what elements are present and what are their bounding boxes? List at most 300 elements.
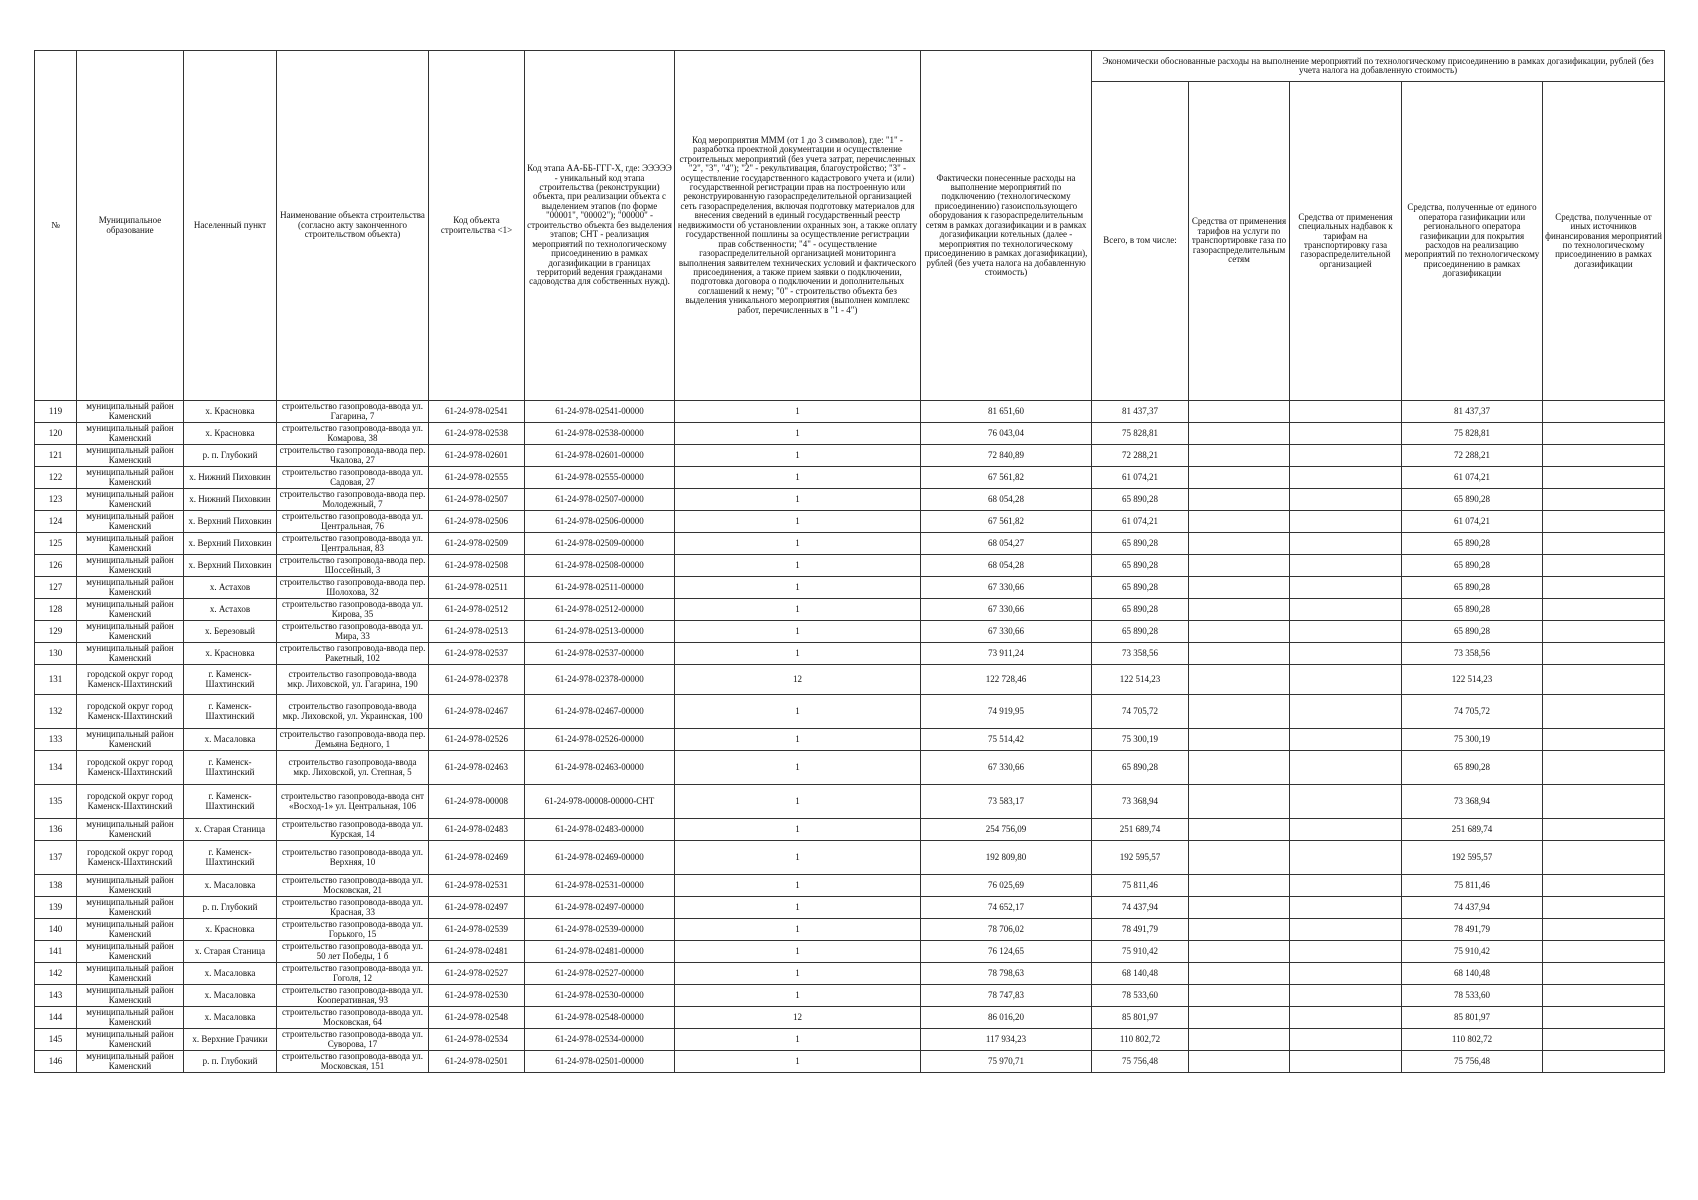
operator-funds-cell: 122 514,23 bbox=[1402, 665, 1543, 695]
tariffs-cell bbox=[1189, 729, 1290, 751]
event-code-cell: 12 bbox=[675, 665, 921, 695]
operator-funds-cell: 65 890,28 bbox=[1402, 751, 1543, 785]
table-row bbox=[35, 751, 1665, 785]
object-code-cell: 61-24-978-02509 bbox=[429, 533, 525, 555]
object-name-cell: строительство газопровода-ввода ул. Курская, 14 bbox=[277, 819, 429, 841]
stage-code-cell: 61-24-978-02539-00000 bbox=[525, 919, 675, 941]
event-code-cell: 1 bbox=[675, 751, 921, 785]
operator-funds-cell: 68 140,48 bbox=[1402, 963, 1543, 985]
operator-funds-cell: 65 890,28 bbox=[1402, 621, 1543, 643]
surcharges-cell bbox=[1290, 643, 1402, 665]
other-funds-cell bbox=[1543, 445, 1665, 467]
stage-code-cell: 61-24-978-02541-00000 bbox=[525, 401, 675, 423]
tariffs-cell bbox=[1189, 941, 1290, 963]
actual-expenses-cell: 67 330,66 bbox=[921, 577, 1092, 599]
table-row bbox=[35, 445, 1665, 467]
municipality-cell: муниципальный район Каменский bbox=[77, 555, 184, 577]
object-name-cell: строительство газопровода-ввода ул. Гагарина, 7 bbox=[277, 401, 429, 423]
table-row bbox=[35, 467, 1665, 489]
actual-expenses-cell: 67 561,82 bbox=[921, 467, 1092, 489]
settlement-cell: х. Верхний Пиховкин bbox=[184, 533, 277, 555]
actual-expenses-cell: 76 025,69 bbox=[921, 875, 1092, 897]
event-code-cell: 1 bbox=[675, 963, 921, 985]
table-row bbox=[35, 423, 1665, 445]
other-funds-cell bbox=[1543, 511, 1665, 533]
stage-code-cell: 61-24-978-02548-00000 bbox=[525, 1007, 675, 1029]
municipality-cell: муниципальный район Каменский bbox=[77, 897, 184, 919]
municipality-cell: муниципальный район Каменский bbox=[77, 621, 184, 643]
row-number: 139 bbox=[35, 897, 77, 919]
header-num: № bbox=[35, 51, 77, 401]
operator-funds-cell: 75 910,42 bbox=[1402, 941, 1543, 963]
object-name-cell: строительство газопровода-ввода снт «Восход-1» ул. Центральная, 106 bbox=[277, 785, 429, 819]
municipality-cell: муниципальный район Каменский bbox=[77, 941, 184, 963]
object-name-cell: строительство газопровода-ввода ул. Садовая, 27 bbox=[277, 467, 429, 489]
tariffs-cell bbox=[1189, 1029, 1290, 1051]
total-cell: 122 514,23 bbox=[1092, 665, 1189, 695]
table-row bbox=[35, 875, 1665, 897]
surcharges-cell bbox=[1290, 555, 1402, 577]
header-settlement: Населенный пункт bbox=[184, 51, 277, 401]
municipality-cell: муниципальный район Каменский bbox=[77, 643, 184, 665]
header-total: Всего, в том числе: bbox=[1092, 82, 1189, 401]
actual-expenses-cell: 122 728,46 bbox=[921, 665, 1092, 695]
operator-funds-cell: 74 705,72 bbox=[1402, 695, 1543, 729]
stage-code-cell: 61-24-978-02513-00000 bbox=[525, 621, 675, 643]
tariffs-cell bbox=[1189, 751, 1290, 785]
other-funds-cell bbox=[1543, 423, 1665, 445]
tariffs-cell bbox=[1189, 1051, 1290, 1073]
municipality-cell: городской округ город Каменск-Шахтинский bbox=[77, 751, 184, 785]
event-code-cell: 1 bbox=[675, 695, 921, 729]
tariffs-cell bbox=[1189, 963, 1290, 985]
table-row bbox=[35, 511, 1665, 533]
surcharges-cell bbox=[1290, 599, 1402, 621]
operator-funds-cell: 251 689,74 bbox=[1402, 819, 1543, 841]
tariffs-cell bbox=[1189, 897, 1290, 919]
stage-code-cell: 61-24-978-02511-00000 bbox=[525, 577, 675, 599]
row-number: 135 bbox=[35, 785, 77, 819]
object-code-cell: 61-24-978-02506 bbox=[429, 511, 525, 533]
other-funds-cell bbox=[1543, 963, 1665, 985]
total-cell: 81 437,37 bbox=[1092, 401, 1189, 423]
row-number: 144 bbox=[35, 1007, 77, 1029]
other-funds-cell bbox=[1543, 599, 1665, 621]
total-cell: 74 437,94 bbox=[1092, 897, 1189, 919]
row-number: 133 bbox=[35, 729, 77, 751]
operator-funds-cell: 75 300,19 bbox=[1402, 729, 1543, 751]
surcharges-cell bbox=[1290, 919, 1402, 941]
total-cell: 65 890,28 bbox=[1092, 555, 1189, 577]
table-row bbox=[35, 729, 1665, 751]
other-funds-cell bbox=[1543, 751, 1665, 785]
municipality-cell: муниципальный район Каменский bbox=[77, 963, 184, 985]
other-funds-cell bbox=[1543, 621, 1665, 643]
settlement-cell: х. Верхний Пиховкин bbox=[184, 511, 277, 533]
event-code-cell: 1 bbox=[675, 875, 921, 897]
object-code-cell: 61-24-978-02539 bbox=[429, 919, 525, 941]
tariffs-cell bbox=[1189, 643, 1290, 665]
operator-funds-cell: 65 890,28 bbox=[1402, 555, 1543, 577]
event-code-cell: 1 bbox=[675, 841, 921, 875]
settlement-cell: х. Красновка bbox=[184, 643, 277, 665]
header-stage-code: Код этапа АА-ББ-ГГГ-Х, где: ЭЭЭЭЭ - уникальный код этапа строительства (реконструкции) объекта, при реализации объекта с выделением этапов (по форме "00001", "00002"); "00000" - строительство объекта без выделения этапов; СНТ - реализация мероприятий по технологическому присоединению в рамках догазификации в границах территорий ведения гражданами садоводства для собственных нужд). bbox=[525, 51, 675, 401]
stage-code-cell: 61-24-978-00008-00000-СНТ bbox=[525, 785, 675, 819]
operator-funds-cell: 72 288,21 bbox=[1402, 445, 1543, 467]
stage-code-cell: 61-24-978-02509-00000 bbox=[525, 533, 675, 555]
event-code-cell: 1 bbox=[675, 897, 921, 919]
actual-expenses-cell: 68 054,27 bbox=[921, 533, 1092, 555]
operator-funds-cell: 78 491,79 bbox=[1402, 919, 1543, 941]
surcharges-cell bbox=[1290, 1029, 1402, 1051]
municipality-cell: муниципальный район Каменский bbox=[77, 919, 184, 941]
surcharges-cell bbox=[1290, 489, 1402, 511]
stage-code-cell: 61-24-978-02508-00000 bbox=[525, 555, 675, 577]
stage-code-cell: 61-24-978-02526-00000 bbox=[525, 729, 675, 751]
table-row bbox=[35, 489, 1665, 511]
event-code-cell: 1 bbox=[675, 555, 921, 577]
other-funds-cell bbox=[1543, 1007, 1665, 1029]
actual-expenses-cell: 67 561,82 bbox=[921, 511, 1092, 533]
object-code-cell: 61-24-978-02512 bbox=[429, 599, 525, 621]
other-funds-cell bbox=[1543, 875, 1665, 897]
row-number: 143 bbox=[35, 985, 77, 1007]
actual-expenses-cell: 73 911,24 bbox=[921, 643, 1092, 665]
municipality-cell: муниципальный район Каменский bbox=[77, 533, 184, 555]
event-code-cell: 1 bbox=[675, 621, 921, 643]
settlement-cell: х. Нижний Пиховкин bbox=[184, 467, 277, 489]
other-funds-cell bbox=[1543, 533, 1665, 555]
table-body bbox=[35, 401, 1665, 1073]
object-name-cell: строительство газопровода-ввода пер. Чкалова, 27 bbox=[277, 445, 429, 467]
table-row bbox=[35, 643, 1665, 665]
tariffs-cell bbox=[1189, 621, 1290, 643]
actual-expenses-cell: 76 124,65 bbox=[921, 941, 1092, 963]
settlement-cell: г. Каменск-Шахтинский bbox=[184, 841, 277, 875]
tariffs-cell bbox=[1189, 785, 1290, 819]
total-cell: 75 300,19 bbox=[1092, 729, 1189, 751]
object-name-cell: строительство газопровода-ввода пер. Шоссейный, 3 bbox=[277, 555, 429, 577]
other-funds-cell bbox=[1543, 489, 1665, 511]
settlement-cell: г. Каменск-Шахтинский bbox=[184, 695, 277, 729]
header-surcharges: Средства от применения специальных надбавок к тарифам на транспортировку газа газораспределительной организацией bbox=[1290, 82, 1402, 401]
row-number: 141 bbox=[35, 941, 77, 963]
row-number: 125 bbox=[35, 533, 77, 555]
table-row bbox=[35, 819, 1665, 841]
tariffs-cell bbox=[1189, 599, 1290, 621]
object-name-cell: строительство газопровода-ввода ул. 50 лет Победы, 1 б bbox=[277, 941, 429, 963]
surcharges-cell bbox=[1290, 897, 1402, 919]
row-number: 132 bbox=[35, 695, 77, 729]
other-funds-cell bbox=[1543, 919, 1665, 941]
municipality-cell: городской округ город Каменск-Шахтинский bbox=[77, 665, 184, 695]
event-code-cell: 1 bbox=[675, 785, 921, 819]
row-number: 131 bbox=[35, 665, 77, 695]
table-row bbox=[35, 1029, 1665, 1051]
surcharges-cell bbox=[1290, 467, 1402, 489]
event-code-cell: 1 bbox=[675, 467, 921, 489]
row-number: 140 bbox=[35, 919, 77, 941]
total-cell: 65 890,28 bbox=[1092, 577, 1189, 599]
operator-funds-cell: 73 368,94 bbox=[1402, 785, 1543, 819]
total-cell: 65 890,28 bbox=[1092, 621, 1189, 643]
table-row bbox=[35, 1051, 1665, 1073]
tariffs-cell bbox=[1189, 875, 1290, 897]
header-object-name: Наименование объекта строительства (согласно акту законченного строительством объекта) bbox=[277, 51, 429, 401]
settlement-cell: р. п. Глубокий bbox=[184, 897, 277, 919]
total-cell: 85 801,97 bbox=[1092, 1007, 1189, 1029]
total-cell: 78 491,79 bbox=[1092, 919, 1189, 941]
stage-code-cell: 61-24-978-02537-00000 bbox=[525, 643, 675, 665]
municipality-cell: муниципальный район Каменский bbox=[77, 985, 184, 1007]
other-funds-cell bbox=[1543, 665, 1665, 695]
table-row bbox=[35, 963, 1665, 985]
row-number: 119 bbox=[35, 401, 77, 423]
operator-funds-cell: 74 437,94 bbox=[1402, 897, 1543, 919]
other-funds-cell bbox=[1543, 555, 1665, 577]
object-name-cell: строительство газопровода-ввода ул. Московская, 21 bbox=[277, 875, 429, 897]
header-group-title: Экономически обоснованные расходы на выполнение мероприятий по технологическому присоединению в рамках догазификации, рублей (без учета налога на добавленную стоимость) bbox=[1092, 51, 1665, 82]
header-other-funds: Средства, полученные от иных источников финансирования мероприятий по технологическому присоединению в рамках догазификации bbox=[1543, 82, 1665, 401]
row-number: 128 bbox=[35, 599, 77, 621]
surcharges-cell bbox=[1290, 511, 1402, 533]
surcharges-cell bbox=[1290, 423, 1402, 445]
settlement-cell: х. Нижний Пиховкин bbox=[184, 489, 277, 511]
actual-expenses-cell: 117 934,23 bbox=[921, 1029, 1092, 1051]
total-cell: 68 140,48 bbox=[1092, 963, 1189, 985]
settlement-cell: р. п. Глубокий bbox=[184, 445, 277, 467]
object-code-cell: 61-24-978-02501 bbox=[429, 1051, 525, 1073]
municipality-cell: муниципальный район Каменский bbox=[77, 423, 184, 445]
event-code-cell: 1 bbox=[675, 819, 921, 841]
municipality-cell: муниципальный район Каменский bbox=[77, 729, 184, 751]
total-cell: 73 358,56 bbox=[1092, 643, 1189, 665]
table-row bbox=[35, 1007, 1665, 1029]
surcharges-cell bbox=[1290, 941, 1402, 963]
document-sheet bbox=[34, 50, 1665, 1073]
municipality-cell: муниципальный район Каменский bbox=[77, 1029, 184, 1051]
stage-code-cell: 61-24-978-02531-00000 bbox=[525, 875, 675, 897]
actual-expenses-cell: 72 840,89 bbox=[921, 445, 1092, 467]
object-code-cell: 61-24-978-02467 bbox=[429, 695, 525, 729]
municipality-cell: муниципальный район Каменский bbox=[77, 599, 184, 621]
stage-code-cell: 61-24-978-02378-00000 bbox=[525, 665, 675, 695]
table-row bbox=[35, 533, 1665, 555]
operator-funds-cell: 61 074,21 bbox=[1402, 511, 1543, 533]
object-name-cell: строительство газопровода-ввода ул. Центральная, 83 bbox=[277, 533, 429, 555]
surcharges-cell bbox=[1290, 401, 1402, 423]
row-number: 126 bbox=[35, 555, 77, 577]
event-code-cell: 1 bbox=[675, 489, 921, 511]
surcharges-cell bbox=[1290, 963, 1402, 985]
other-funds-cell bbox=[1543, 643, 1665, 665]
surcharges-cell bbox=[1290, 577, 1402, 599]
table-row bbox=[35, 577, 1665, 599]
row-number: 145 bbox=[35, 1029, 77, 1051]
stage-code-cell: 61-24-978-02506-00000 bbox=[525, 511, 675, 533]
operator-funds-cell: 65 890,28 bbox=[1402, 577, 1543, 599]
total-cell: 251 689,74 bbox=[1092, 819, 1189, 841]
header-object-code: Код объекта строительства <1> bbox=[429, 51, 525, 401]
object-name-cell: строительство газопровода-ввода пер. Ракетный, 102 bbox=[277, 643, 429, 665]
total-cell: 110 802,72 bbox=[1092, 1029, 1189, 1051]
stage-code-cell: 61-24-978-02527-00000 bbox=[525, 963, 675, 985]
tariffs-cell bbox=[1189, 511, 1290, 533]
tariffs-cell bbox=[1189, 841, 1290, 875]
object-name-cell: строительство газопровода-ввода ул. Красная, 33 bbox=[277, 897, 429, 919]
object-code-cell: 61-24-978-02378 bbox=[429, 665, 525, 695]
header-event-code: Код мероприятия МММ (от 1 до 3 символов), где: "1" - разработка проектной документации и осуществление строительных мероприятий (без учета затрат, перечисленных "2", "3", "4"); "2" - рекультивация, благоустройство; "3" - осуществление государственного кадастрового учета и (или) государственной регистрации прав на построенную или реконструированную газораспределительной организацией сеть газораспределения, включая подготовку материалов для внесения сведений в единый государственный реестр недвижимости об установлении охранных зон, а также оплату государственной пошлины за осуществление регистрации прав собственности; "4" - осуществление газораспределительной организацией мониторинга выполнения заявителем технических условий и фактического присоединения, а также прием заявки о подключении, подготовка договора о подключении и дополнительных соглашений к нему; "0" - строительство объекта без выделения уникального мероприятия (выполнен комплекс работ, перечисленных в "1 - 4") bbox=[675, 51, 921, 401]
total-cell: 75 910,42 bbox=[1092, 941, 1189, 963]
settlement-cell: х. Красновка bbox=[184, 423, 277, 445]
actual-expenses-cell: 75 970,71 bbox=[921, 1051, 1092, 1073]
object-code-cell: 61-24-978-02469 bbox=[429, 841, 525, 875]
stage-code-cell: 61-24-978-02538-00000 bbox=[525, 423, 675, 445]
header-operator-funds: Средства, полученные от единого оператора газификации или регионального оператора газификации для покрытия расходов на реализацию мероприятий по технологическому присоединению в рамках догазификации bbox=[1402, 82, 1543, 401]
operator-funds-cell: 75 828,81 bbox=[1402, 423, 1543, 445]
object-code-cell: 61-24-978-00008 bbox=[429, 785, 525, 819]
object-code-cell: 61-24-978-02497 bbox=[429, 897, 525, 919]
total-cell: 74 705,72 bbox=[1092, 695, 1189, 729]
actual-expenses-cell: 67 330,66 bbox=[921, 751, 1092, 785]
header-actual-expenses: Фактически понесенные расходы на выполнение мероприятий по подключению (технологическому присоединению) газоиспользующего оборудования к газораспределительным сетям в рамках догазификации и в рамках догазификации котельных (далее - мероприятия по технологическому присоединению в рамках догазификации), рублей (без учета налога на добавленную стоимость) bbox=[921, 51, 1092, 401]
other-funds-cell bbox=[1543, 985, 1665, 1007]
table-row bbox=[35, 897, 1665, 919]
event-code-cell: 1 bbox=[675, 577, 921, 599]
row-number: 138 bbox=[35, 875, 77, 897]
actual-expenses-cell: 74 919,95 bbox=[921, 695, 1092, 729]
table-row bbox=[35, 695, 1665, 729]
object-code-cell: 61-24-978-02463 bbox=[429, 751, 525, 785]
actual-expenses-cell: 78 747,83 bbox=[921, 985, 1092, 1007]
municipality-cell: муниципальный район Каменский bbox=[77, 577, 184, 599]
table-row bbox=[35, 919, 1665, 941]
stage-code-cell: 61-24-978-02469-00000 bbox=[525, 841, 675, 875]
object-code-cell: 61-24-978-02527 bbox=[429, 963, 525, 985]
surcharges-cell bbox=[1290, 695, 1402, 729]
row-number: 123 bbox=[35, 489, 77, 511]
table-row bbox=[35, 941, 1665, 963]
tariffs-cell bbox=[1189, 533, 1290, 555]
settlement-cell: х. Астахов bbox=[184, 599, 277, 621]
surcharges-cell bbox=[1290, 985, 1402, 1007]
object-code-cell: 61-24-978-02530 bbox=[429, 985, 525, 1007]
surcharges-cell bbox=[1290, 533, 1402, 555]
surcharges-cell bbox=[1290, 665, 1402, 695]
row-number: 134 bbox=[35, 751, 77, 785]
object-code-cell: 61-24-978-02601 bbox=[429, 445, 525, 467]
stage-code-cell: 61-24-978-02534-00000 bbox=[525, 1029, 675, 1051]
stage-code-cell: 61-24-978-02601-00000 bbox=[525, 445, 675, 467]
settlement-cell: х. Астахов bbox=[184, 577, 277, 599]
operator-funds-cell: 75 811,46 bbox=[1402, 875, 1543, 897]
total-cell: 65 890,28 bbox=[1092, 751, 1189, 785]
surcharges-cell bbox=[1290, 729, 1402, 751]
other-funds-cell bbox=[1543, 897, 1665, 919]
settlement-cell: х. Верхний Пиховкин bbox=[184, 555, 277, 577]
event-code-cell: 1 bbox=[675, 919, 921, 941]
expenses-table bbox=[34, 50, 1665, 1073]
total-cell: 61 074,21 bbox=[1092, 467, 1189, 489]
settlement-cell: х. Масаловка bbox=[184, 963, 277, 985]
settlement-cell: г. Каменск-Шахтинский bbox=[184, 785, 277, 819]
row-number: 137 bbox=[35, 841, 77, 875]
stage-code-cell: 61-24-978-02463-00000 bbox=[525, 751, 675, 785]
actual-expenses-cell: 67 330,66 bbox=[921, 599, 1092, 621]
actual-expenses-cell: 68 054,28 bbox=[921, 489, 1092, 511]
object-code-cell: 61-24-978-02534 bbox=[429, 1029, 525, 1051]
total-cell: 61 074,21 bbox=[1092, 511, 1189, 533]
actual-expenses-cell: 76 043,04 bbox=[921, 423, 1092, 445]
actual-expenses-cell: 67 330,66 bbox=[921, 621, 1092, 643]
stage-code-cell: 61-24-978-02467-00000 bbox=[525, 695, 675, 729]
municipality-cell: городской округ город Каменск-Шахтинский bbox=[77, 841, 184, 875]
total-cell: 75 828,81 bbox=[1092, 423, 1189, 445]
total-cell: 75 811,46 bbox=[1092, 875, 1189, 897]
stage-code-cell: 61-24-978-02483-00000 bbox=[525, 819, 675, 841]
surcharges-cell bbox=[1290, 841, 1402, 875]
object-name-cell: строительство газопровода-ввода пер. Демьяна Бедного, 1 bbox=[277, 729, 429, 751]
settlement-cell: х. Масаловка bbox=[184, 729, 277, 751]
event-code-cell: 1 bbox=[675, 511, 921, 533]
object-code-cell: 61-24-978-02555 bbox=[429, 467, 525, 489]
actual-expenses-cell: 254 756,09 bbox=[921, 819, 1092, 841]
stage-code-cell: 61-24-978-02512-00000 bbox=[525, 599, 675, 621]
settlement-cell: х. Верхние Грачики bbox=[184, 1029, 277, 1051]
table-row bbox=[35, 985, 1665, 1007]
event-code-cell: 1 bbox=[675, 1051, 921, 1073]
settlement-cell: х. Красновка bbox=[184, 919, 277, 941]
event-code-cell: 1 bbox=[675, 1029, 921, 1051]
object-name-cell: строительство газопровода-ввода ул. Комарова, 38 bbox=[277, 423, 429, 445]
operator-funds-cell: 65 890,28 bbox=[1402, 489, 1543, 511]
total-cell: 78 533,60 bbox=[1092, 985, 1189, 1007]
object-code-cell: 61-24-978-02537 bbox=[429, 643, 525, 665]
object-code-cell: 61-24-978-02541 bbox=[429, 401, 525, 423]
municipality-cell: городской округ город Каменск-Шахтинский bbox=[77, 785, 184, 819]
tariffs-cell bbox=[1189, 445, 1290, 467]
event-code-cell: 1 bbox=[675, 533, 921, 555]
object-code-cell: 61-24-978-02538 bbox=[429, 423, 525, 445]
settlement-cell: х. Старая Станица bbox=[184, 819, 277, 841]
table-header bbox=[35, 51, 1665, 401]
event-code-cell: 1 bbox=[675, 423, 921, 445]
tariffs-cell bbox=[1189, 695, 1290, 729]
tariffs-cell bbox=[1189, 467, 1290, 489]
settlement-cell: х. Масаловка bbox=[184, 875, 277, 897]
row-number: 129 bbox=[35, 621, 77, 643]
object-name-cell: строительство газопровода-ввода ул. Гоголя, 12 bbox=[277, 963, 429, 985]
row-number: 120 bbox=[35, 423, 77, 445]
table-row bbox=[35, 599, 1665, 621]
object-name-cell: строительство газопровода-ввода пер. Шолохова, 32 bbox=[277, 577, 429, 599]
stage-code-cell: 61-24-978-02507-00000 bbox=[525, 489, 675, 511]
object-code-cell: 61-24-978-02511 bbox=[429, 577, 525, 599]
stage-code-cell: 61-24-978-02481-00000 bbox=[525, 941, 675, 963]
other-funds-cell bbox=[1543, 1029, 1665, 1051]
other-funds-cell bbox=[1543, 785, 1665, 819]
row-number: 124 bbox=[35, 511, 77, 533]
surcharges-cell bbox=[1290, 1051, 1402, 1073]
tariffs-cell bbox=[1189, 819, 1290, 841]
surcharges-cell bbox=[1290, 751, 1402, 785]
total-cell: 72 288,21 bbox=[1092, 445, 1189, 467]
other-funds-cell bbox=[1543, 695, 1665, 729]
other-funds-cell bbox=[1543, 841, 1665, 875]
surcharges-cell bbox=[1290, 785, 1402, 819]
object-name-cell: строительство газопровода-ввода ул. Кирова, 35 bbox=[277, 599, 429, 621]
object-code-cell: 61-24-978-02526 bbox=[429, 729, 525, 751]
